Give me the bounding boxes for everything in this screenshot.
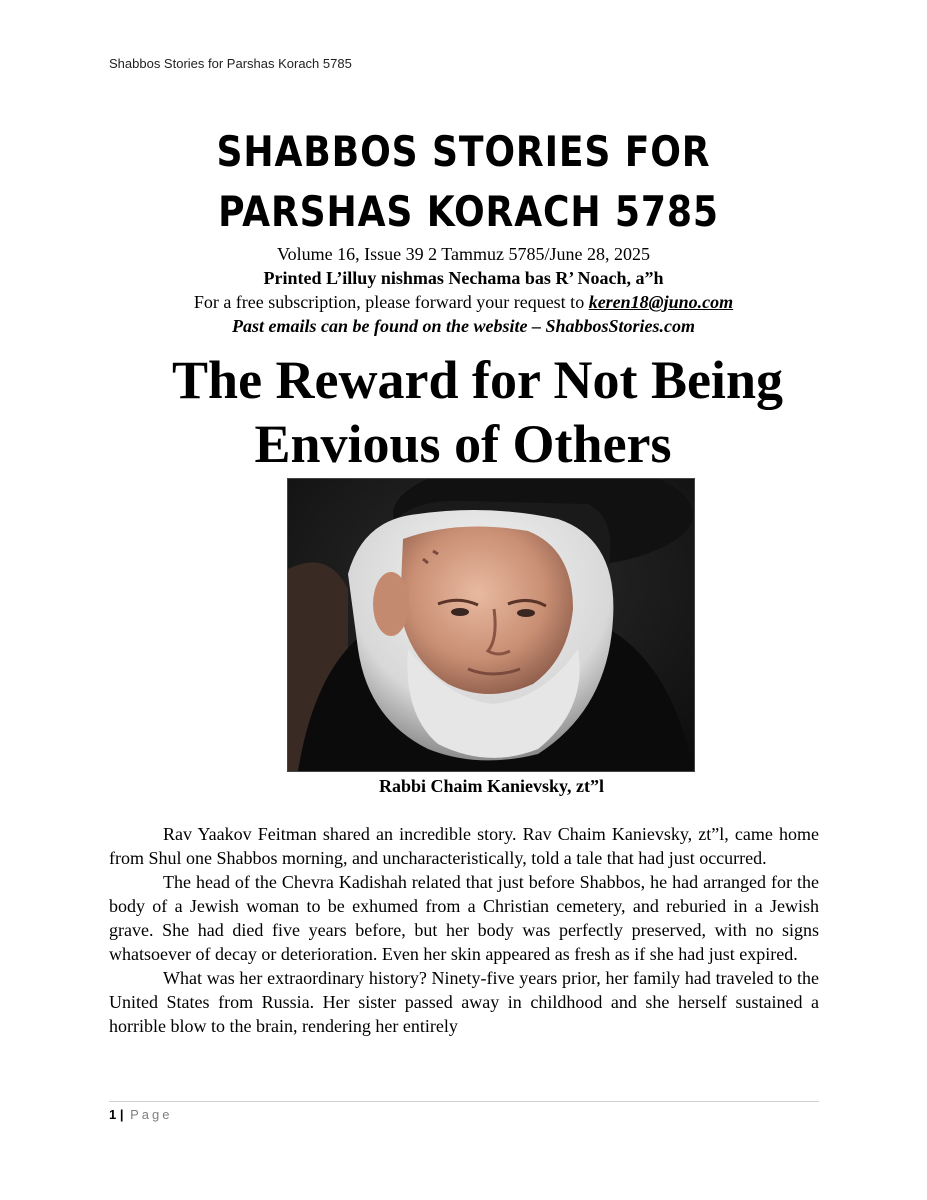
story-title-line-1: The Reward for Not Being xyxy=(172,350,783,410)
rabbi-portrait-photo xyxy=(287,478,695,772)
story-title xyxy=(0,348,927,476)
masthead xyxy=(0,122,927,242)
masthead-line-1: SHABBOS STORIES FOR xyxy=(216,127,711,176)
subscription-line xyxy=(0,290,927,314)
photo-caption: Rabbi Chaim Kanievsky, zt”l xyxy=(378,776,605,796)
story-paragraph: Rav Yaakov Feitman shared an incredible story. Rav Chaim Kanievsky, zt”l, came home from Shul one Shabbos morning, and uncharacteristically, told a tale that had just occurred. xyxy=(109,824,819,868)
story-title-line-2: Envious of Others xyxy=(254,414,672,474)
issue-info xyxy=(0,242,927,338)
portrait-illustration xyxy=(288,479,694,771)
subscription-email-link[interactable]: keren18@juno.com xyxy=(588,292,734,312)
story-body xyxy=(109,822,819,1038)
footer-separator: | xyxy=(119,1107,124,1122)
running-header: Shabbos Stories for Parshas Korach 5785 xyxy=(109,56,352,71)
story-paragraph: The head of the Chevra Kadishah related that just before Shabbos, he had arranged for the body of a Jewish woman to be exhumed from a Christian cemetery, and reburied in a Jewish grave. She had died five years before, but her body was perfectly preserved, with no signs whatsoever of decay or deterioration. Even her skin appeared as fresh as if she had just expired. xyxy=(109,872,819,964)
page-label: Page xyxy=(130,1107,173,1122)
page-number: 1 xyxy=(109,1107,117,1122)
story-paragraph: What was her extraordinary history? Ninety-five years prior, her family had traveled to the United States from Russia. Her sister passed away in childhood and she herself sustained a horrible blow to the brain, rendering her entirely xyxy=(109,968,819,1036)
past-emails-line: Past emails can be found on the website – ShabbosStories.com xyxy=(231,316,696,336)
volume-line: Volume 16, Issue 39 2 Tammuz 5785/June 28, 2025 xyxy=(276,244,651,264)
masthead-line-2: PARSHAS KORACH 5785 xyxy=(218,187,719,236)
subscription-text: For a free subscription, please forward your request to xyxy=(193,292,589,312)
dedication-line: Printed L’illuy nishmas Nechama bas R’ Noach, a”h xyxy=(263,268,664,288)
page-footer xyxy=(109,1101,819,1122)
